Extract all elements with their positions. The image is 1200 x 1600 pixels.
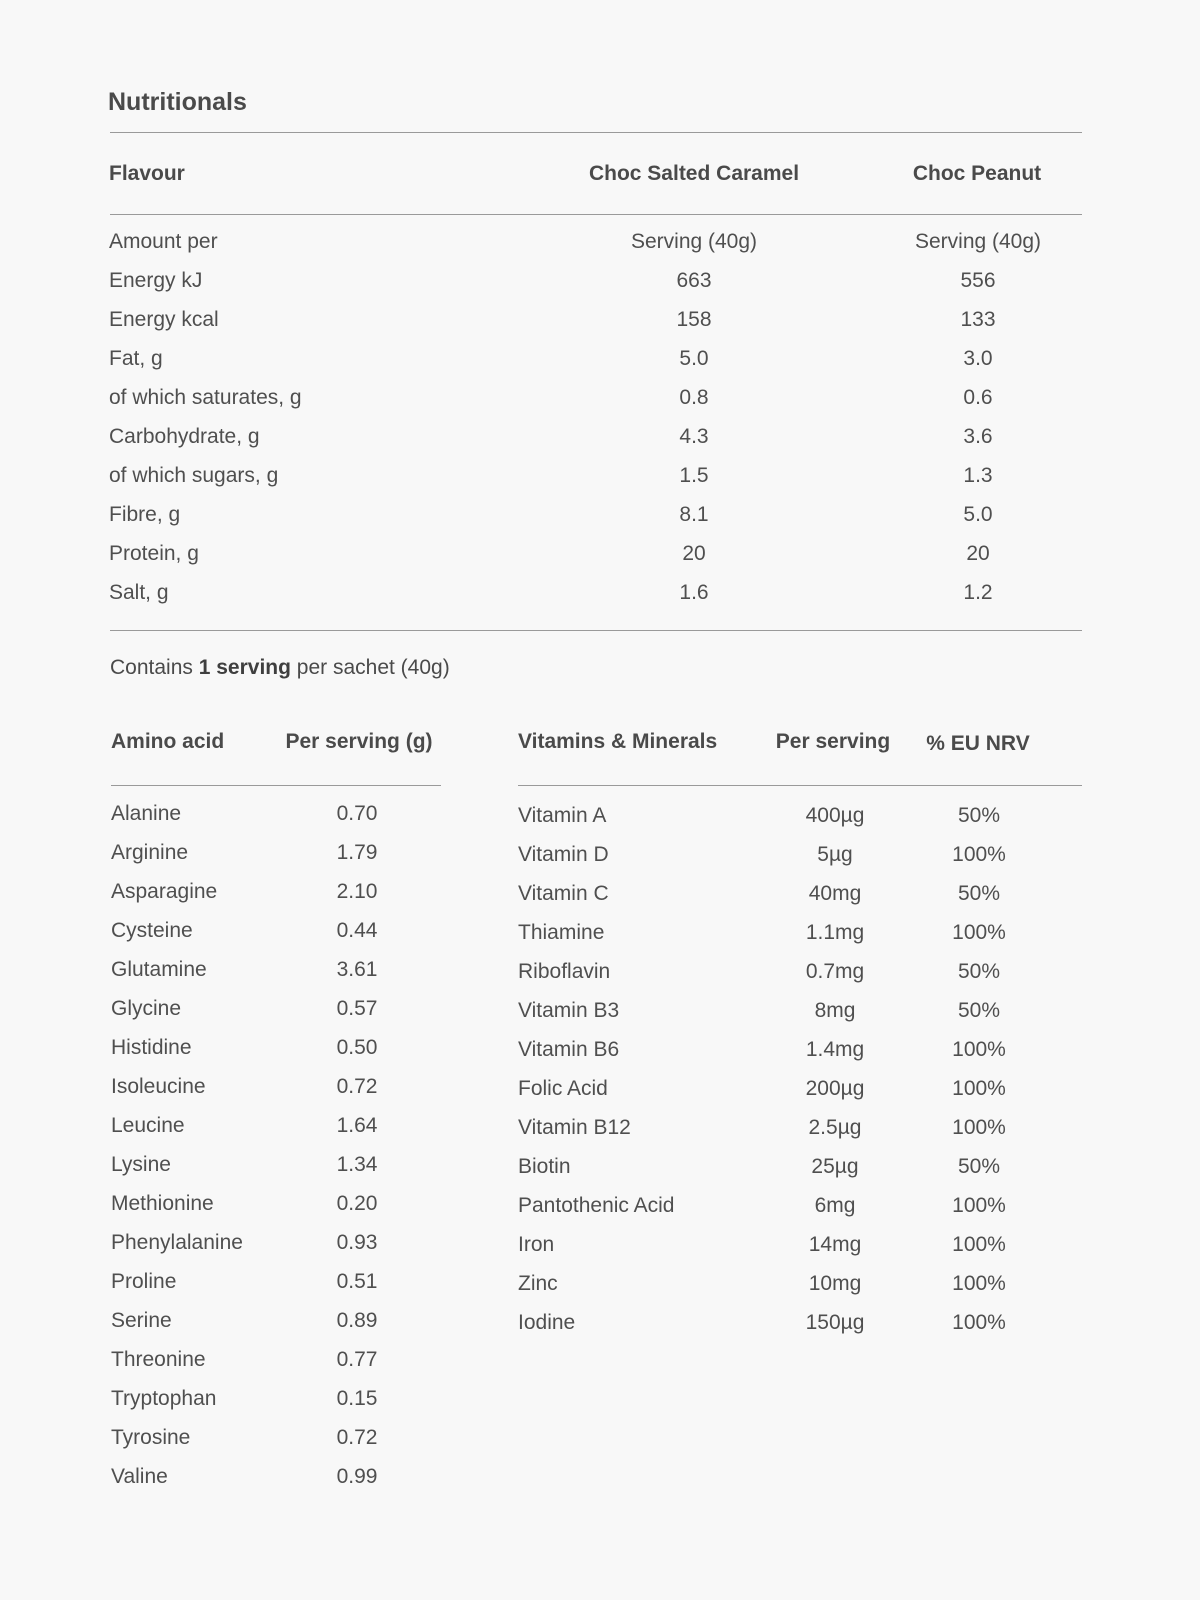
vitamin-nrv: 100% <box>952 1077 1006 1100</box>
amino-name: Threonine <box>111 1348 206 1371</box>
vitamin-name: Biotin <box>518 1155 571 1178</box>
choc-salted-caramel-value: 5.0 <box>679 347 709 370</box>
amino-name: Glutamine <box>111 958 207 981</box>
vitamin-nrv: 100% <box>952 1311 1006 1334</box>
vitamin-name: Iron <box>518 1233 555 1256</box>
choc-salted-caramel-header: Choc Salted Caramel <box>588 162 800 185</box>
vitamins-per-serving-header: Per serving <box>775 730 891 753</box>
amino-value: 0.99 <box>336 1465 378 1488</box>
table-row <box>500 921 1100 960</box>
vitamin-nrv: 100% <box>952 921 1006 944</box>
amino-value: 0.57 <box>336 997 378 1020</box>
table-row <box>0 269 1200 308</box>
divider <box>111 785 441 786</box>
vitamin-amount: 10mg <box>808 1272 862 1295</box>
amino-acid-header: Amino acid <box>111 730 225 753</box>
table-row <box>500 1116 1100 1155</box>
vitamins-minerals-header: Vitamins & Minerals <box>518 730 718 753</box>
row-label: of which saturates, g <box>109 386 302 409</box>
vitamin-name: Vitamin B3 <box>518 999 620 1022</box>
amino-name: Lysine <box>111 1153 171 1176</box>
divider <box>518 785 1082 786</box>
table-row <box>500 960 1100 999</box>
choc-peanut-value: 5.0 <box>963 503 993 526</box>
amino-value: 0.93 <box>336 1231 378 1254</box>
vitamin-name: Thiamine <box>518 921 605 944</box>
choc-peanut-value: 556 <box>960 269 996 292</box>
choc-peanut-value: 3.6 <box>963 425 993 448</box>
table-row <box>500 843 1100 882</box>
row-label: Carbohydrate, g <box>109 425 260 448</box>
table-row <box>0 880 480 919</box>
row-label: Amount per <box>109 230 218 253</box>
table-row <box>500 1194 1100 1233</box>
choc-salted-caramel-value: 1.6 <box>679 581 709 604</box>
amino-value: 0.20 <box>336 1192 378 1215</box>
row-label: Energy kJ <box>109 269 203 292</box>
table-row <box>0 308 1200 347</box>
vitamin-nrv: 50% <box>957 999 1001 1022</box>
vitamin-nrv: 100% <box>952 1116 1006 1139</box>
table-row <box>0 542 1200 581</box>
choc-salted-caramel-value: Serving (40g) <box>630 230 758 253</box>
table-row <box>0 581 1200 620</box>
amino-value: 0.50 <box>336 1036 378 1059</box>
choc-peanut-value: 20 <box>966 542 990 565</box>
vitamin-name: Iodine <box>518 1311 576 1334</box>
row-label: Fibre, g <box>109 503 181 526</box>
divider <box>110 214 1082 215</box>
vitamin-amount: 150µg <box>805 1311 865 1334</box>
amino-name: Isoleucine <box>111 1075 206 1098</box>
table-row <box>0 958 480 997</box>
vitamin-amount: 8mg <box>814 999 856 1022</box>
vitamin-name: Vitamin A <box>518 804 607 827</box>
amino-per-serving-header: Per serving (g) <box>285 730 433 753</box>
amino-value: 0.72 <box>336 1426 378 1449</box>
vitamin-name: Vitamin D <box>518 843 609 866</box>
amino-value: 3.61 <box>336 958 378 981</box>
vitamin-amount: 2.5µg <box>808 1116 862 1139</box>
table-row <box>0 347 1200 386</box>
choc-salted-caramel-value: 20 <box>682 542 706 565</box>
table-row <box>0 386 1200 425</box>
table-row <box>0 1114 480 1153</box>
serving-note-suffix: per sachet (40g) <box>290 656 450 679</box>
vitamin-name: Zinc <box>518 1272 558 1295</box>
table-row <box>0 1036 480 1075</box>
table-row <box>0 1426 480 1465</box>
row-label: Energy kcal <box>109 308 219 331</box>
choc-salted-caramel-value: 4.3 <box>679 425 709 448</box>
table-row <box>0 1153 480 1192</box>
choc-salted-caramel-value: 0.8 <box>679 386 709 409</box>
table-row <box>500 1311 1100 1350</box>
choc-peanut-value: 1.3 <box>963 464 993 487</box>
amino-value: 0.15 <box>336 1387 378 1410</box>
table-row <box>0 1231 480 1270</box>
table-row <box>0 1465 480 1504</box>
table-row <box>500 1077 1100 1116</box>
vitamin-amount: 40mg <box>808 882 862 905</box>
amino-name: Tryptophan <box>111 1387 217 1410</box>
amino-value: 0.77 <box>336 1348 378 1371</box>
choc-salted-caramel-value: 663 <box>676 269 712 292</box>
choc-salted-caramel-value: 1.5 <box>679 464 709 487</box>
vitamin-name: Vitamin C <box>518 882 609 905</box>
vitamin-amount: 25µg <box>811 1155 859 1178</box>
amino-value: 0.89 <box>336 1309 378 1332</box>
table-row <box>0 1309 480 1348</box>
vitamin-nrv: 100% <box>952 843 1006 866</box>
amino-name: Alanine <box>111 802 182 825</box>
table-row <box>500 1272 1100 1311</box>
vitamin-nrv: 50% <box>957 960 1001 983</box>
table-row <box>500 804 1100 843</box>
serving-note-bold: 1 serving <box>198 656 291 679</box>
vitamin-amount: 400µg <box>805 804 865 827</box>
table-row <box>500 1155 1100 1194</box>
row-label: Fat, g <box>109 347 163 370</box>
table-row <box>0 997 480 1036</box>
table-row <box>0 464 1200 503</box>
amino-name: Histidine <box>111 1036 192 1059</box>
choc-peanut-value: 3.0 <box>963 347 993 370</box>
vitamin-amount: 6mg <box>814 1194 856 1217</box>
amino-name: Phenylalanine <box>111 1231 243 1254</box>
serving-note <box>110 656 450 680</box>
vitamin-amount: 1.1mg <box>805 921 865 944</box>
table-row <box>0 919 480 958</box>
eu-nrv-header: % EU NRV <box>926 732 1030 755</box>
row-label: Salt, g <box>109 581 169 604</box>
vitamin-amount: 5µg <box>817 843 853 866</box>
choc-peanut-value: 133 <box>960 308 996 331</box>
table-row <box>0 802 480 841</box>
row-label: of which sugars, g <box>109 464 279 487</box>
amino-name: Proline <box>111 1270 177 1293</box>
vitamin-nrv: 100% <box>952 1194 1006 1217</box>
amino-value: 2.10 <box>336 880 378 903</box>
vitamin-name: Pantothenic Acid <box>518 1194 675 1217</box>
divider <box>110 132 1082 133</box>
vitamin-nrv: 50% <box>957 804 1001 827</box>
amino-value: 0.72 <box>336 1075 378 1098</box>
amino-value: 0.44 <box>336 919 378 942</box>
flavour-header: Flavour <box>109 162 185 185</box>
amino-value: 0.51 <box>336 1270 378 1293</box>
vitamin-nrv: 50% <box>957 1155 1001 1178</box>
table-row <box>0 1348 480 1387</box>
vitamin-nrv: 100% <box>952 1038 1006 1061</box>
amino-name: Methionine <box>111 1192 214 1215</box>
choc-peanut-header: Choc Peanut <box>912 162 1042 185</box>
vitamin-name: Folic Acid <box>518 1077 608 1100</box>
amino-name: Arginine <box>111 841 189 864</box>
amino-value: 1.64 <box>336 1114 378 1137</box>
amino-name: Asparagine <box>111 880 218 903</box>
amino-value: 0.70 <box>336 802 378 825</box>
table-row <box>0 1075 480 1114</box>
choc-peanut-value: 0.6 <box>963 386 993 409</box>
amino-name: Valine <box>111 1465 168 1488</box>
amino-name: Serine <box>111 1309 172 1332</box>
table-row <box>500 882 1100 921</box>
table-row <box>0 230 1200 269</box>
vitamin-name: Vitamin B6 <box>518 1038 620 1061</box>
table-row <box>0 841 480 880</box>
divider <box>110 630 1082 631</box>
amino-name: Leucine <box>111 1114 185 1137</box>
vitamin-amount: 0.7mg <box>805 960 865 983</box>
vitamin-amount: 1.4mg <box>805 1038 865 1061</box>
amino-name: Cysteine <box>111 919 193 942</box>
table-row <box>0 1192 480 1231</box>
choc-peanut-value: 1.2 <box>963 581 993 604</box>
vitamin-nrv: 50% <box>957 882 1001 905</box>
table-row <box>0 425 1200 464</box>
table-row <box>0 503 1200 542</box>
table-row <box>500 999 1100 1038</box>
table-row <box>0 1387 480 1426</box>
amino-name: Tyrosine <box>111 1426 191 1449</box>
vitamin-name: Riboflavin <box>518 960 611 983</box>
choc-peanut-value: Serving (40g) <box>914 230 1042 253</box>
serving-note-prefix: Contains <box>110 656 199 679</box>
choc-salted-caramel-value: 158 <box>676 308 712 331</box>
vitamin-amount: 14mg <box>808 1233 862 1256</box>
vitamin-nrv: 100% <box>952 1233 1006 1256</box>
vitamin-nrv: 100% <box>952 1272 1006 1295</box>
vitamin-name: Vitamin B12 <box>518 1116 631 1139</box>
page-title: Nutritionals <box>108 88 247 116</box>
amino-value: 1.34 <box>336 1153 378 1176</box>
row-label: Protein, g <box>109 542 199 565</box>
amino-name: Glycine <box>111 997 182 1020</box>
choc-salted-caramel-value: 8.1 <box>679 503 709 526</box>
table-row <box>500 1038 1100 1077</box>
table-row <box>500 1233 1100 1272</box>
vitamin-amount: 200µg <box>805 1077 865 1100</box>
table-row <box>0 1270 480 1309</box>
amino-value: 1.79 <box>336 841 378 864</box>
